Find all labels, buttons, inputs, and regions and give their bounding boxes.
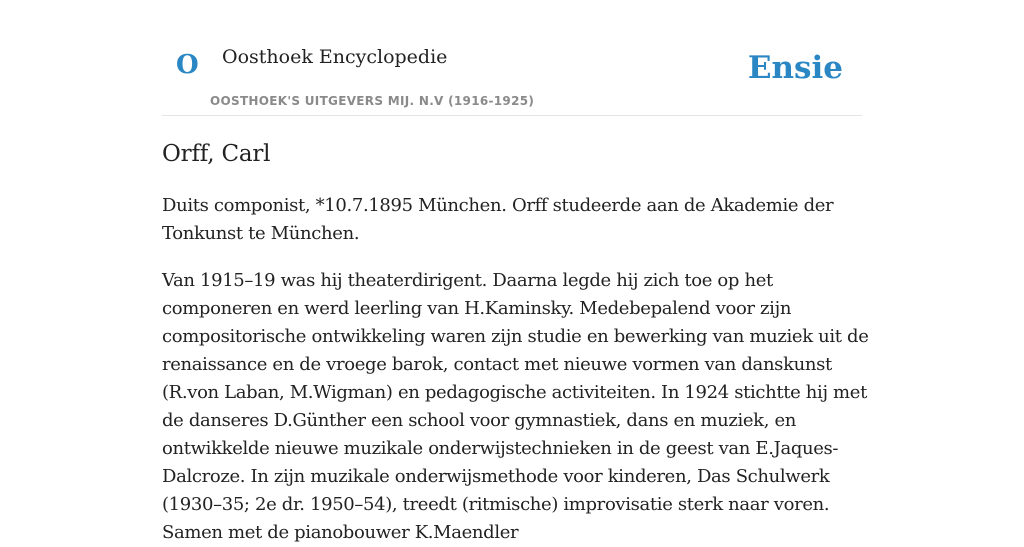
article [162, 138, 872, 547]
article-paragraph-1: Duits componist, *10.7.1895 München. Orff studeerde aan de Akademie der Tonkunst te München. [162, 195, 834, 244]
site-header [162, 36, 862, 116]
article-paragraph-2: Van 1915–19 was hij theaterdirigent. Daarna legde hij zich toe op het componeren en werd leerling van H.Kaminsky. Medebepalend voor zijn compositorische ontwikkeling waren zijn studie en bewerking van muziek uit de renaissance en de vroege barok, contact met nieuwe vormen van danskunst (R.von Laban, M.Wigman) en pedagogische activiteiten. In 1924 stichtte hij met de danseres D.Günther een school voor gymnastiek, dans en muziek, en ontwikkelde nieuwe muzikale onderwijstechnieken in de geest van E.Jaques-Dalcroze. In zijn muzikale onderwijsmethode voor kinderen, Das Schulwerk (1930–35; 2e dr. 1950–54), treedt (ritmische) improvisatie sterk naar voren. Samen met de pianobouwer K.Maendler [162, 270, 869, 543]
article-title: Orff, Carl [162, 141, 271, 167]
brand-logo-link[interactable]: Ensie [747, 50, 843, 86]
site-logo[interactable]: O [176, 50, 199, 80]
publisher-label: OOSTHOEK'S UITGEVERS MIJ. N.V (1916-1925) [210, 94, 535, 108]
site-title[interactable]: Oosthoek Encyclopedie [222, 46, 448, 68]
